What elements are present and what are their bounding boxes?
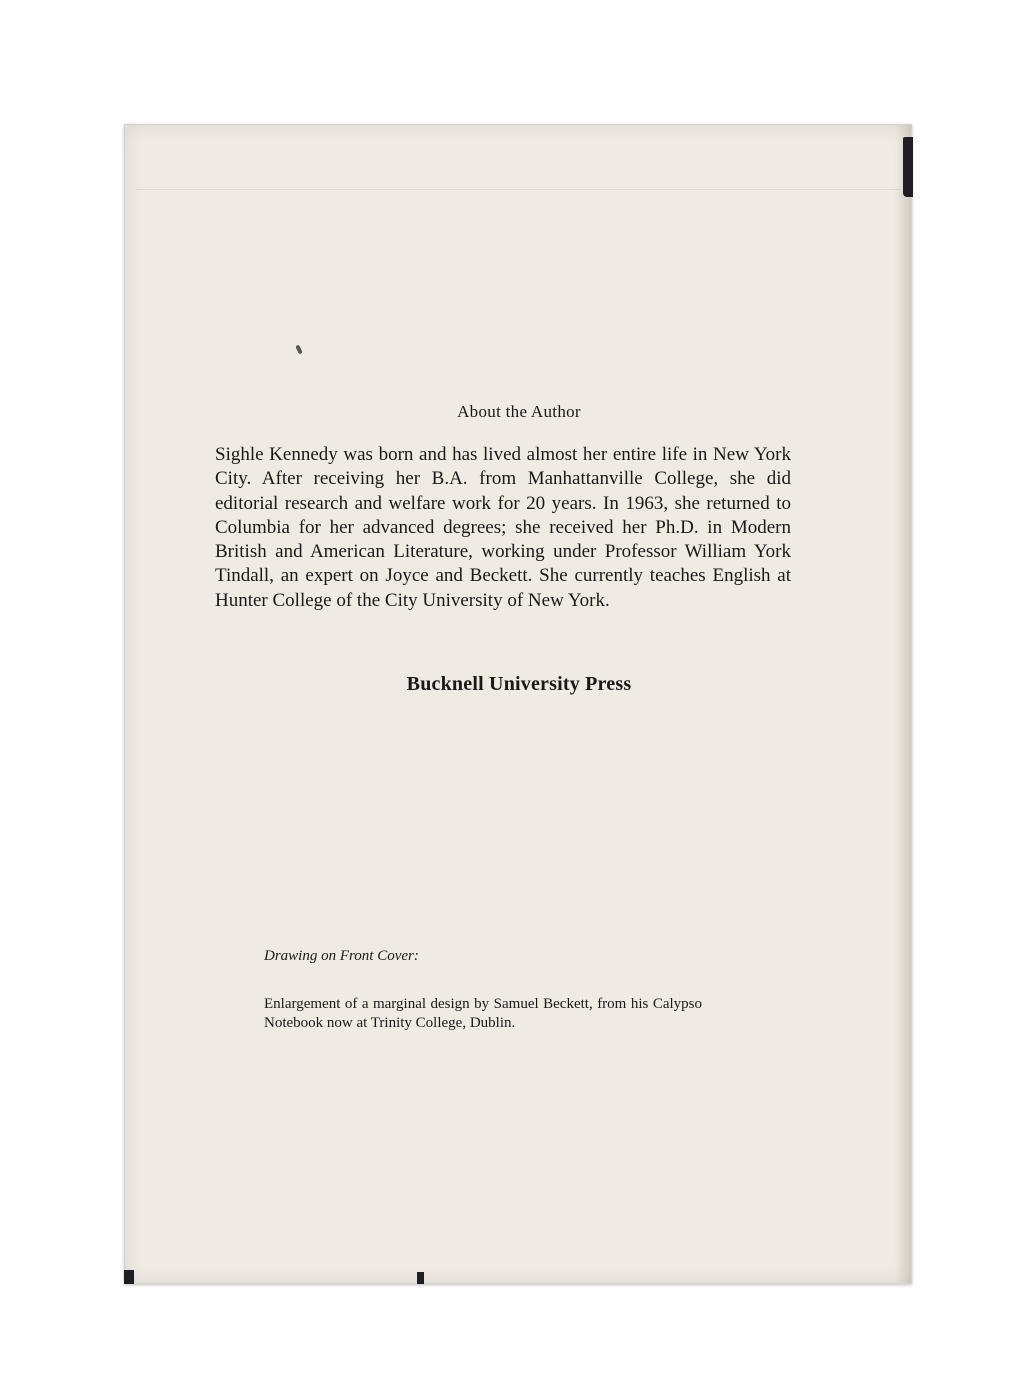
publisher-name: Bucknell University Press	[406, 673, 632, 695]
flap-fold-line	[135, 189, 901, 191]
book-jacket-back-cover	[124, 124, 912, 1284]
worn-edge-bottom	[417, 1272, 424, 1284]
worn-corner-bottom-left	[124, 1270, 134, 1284]
worn-edge-top-right	[903, 137, 913, 197]
author-bio-paragraph: Sighle Kennedy was born and has lived almost her entire life in New York City. After receiving her B.A. from Manhattanville College, she did editorial research and welfare work for 20 years. In 1963, she returned to Columbia for her advanced degrees; she received her Ph.D. in Modern British and American Literature, working under Professor William York Tindall, an expert on Joyce and Beckett. She currently teaches English at Hunter College of the City University of New York.	[215, 444, 791, 611]
stain-mark	[295, 345, 302, 355]
spine-edge-shadow	[895, 125, 911, 1283]
cover-drawing-heading: Drawing on Front Cover:	[264, 948, 419, 964]
cover-drawing-note: Enlargement of a marginal design by Samuel Beckett, from his Calypso Notebook now at Trinity College, Dublin.	[264, 996, 702, 1031]
about-author-heading: About the Author	[457, 402, 581, 421]
